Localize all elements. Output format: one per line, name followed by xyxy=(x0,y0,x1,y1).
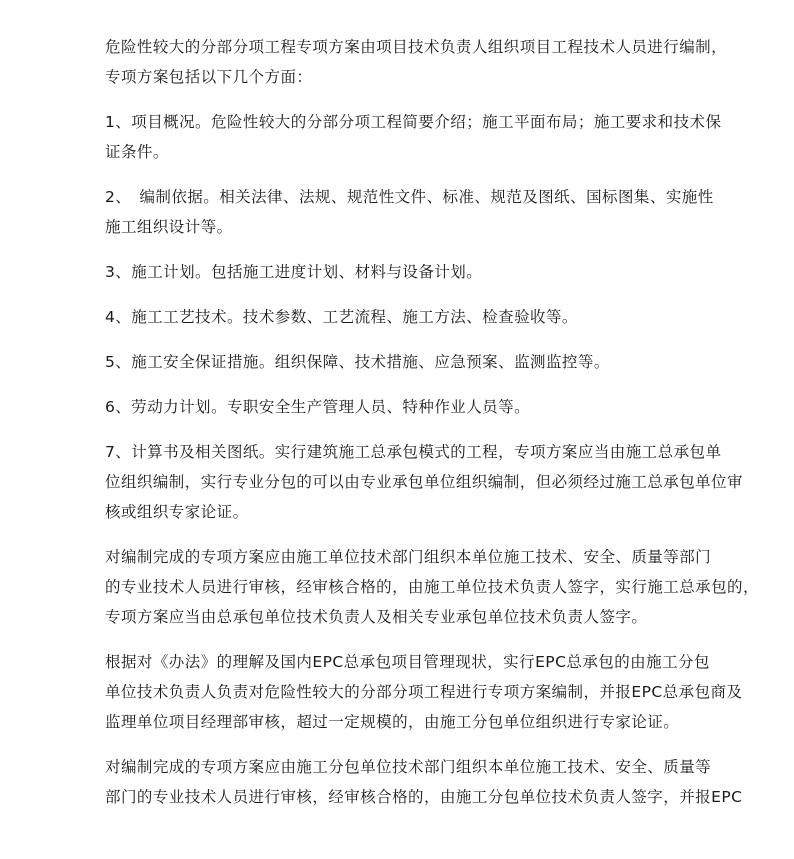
text-line: 对编制完成的专项方案应由施工单位技术部门组织本单位施工技术、安全、质量等部门 xyxy=(105,548,712,566)
paragraph-item-3 xyxy=(74,257,720,287)
text-line: 施工组织设计等。 xyxy=(105,218,233,236)
paragraph-item-4 xyxy=(74,302,720,332)
text-line: 2、 编制依据。相关法律、法规、规范性文件、标准、规范及图纸、国标图集、实施性 xyxy=(105,188,714,206)
text-line: 单位技术负责人负责对危险性较大的分部分项工程进行专项方案编制，并报EPC总承包商及 xyxy=(105,683,743,701)
text-line: 7、计算书及相关图纸。实行建筑施工总承包模式的工程，专项方案应当由施工总承包单 xyxy=(105,443,722,461)
paragraph-item-7 xyxy=(74,437,744,527)
paragraph-item-6 xyxy=(74,392,720,422)
text-line: 4、施工工艺技术。技术参数、工艺流程、施工方法、检查验收等。 xyxy=(105,308,578,326)
paragraph-item-5 xyxy=(74,347,720,377)
text-line: 危险性较大的分部分项工程专项方案由项目技术负责人组织项目工程技术人员进行编制， xyxy=(105,38,728,56)
text-line: 证条件。 xyxy=(105,143,169,161)
text-line: 6、劳动力计划。专职安全生产管理人员、特种作业人员等。 xyxy=(105,398,531,416)
text-line: 5、施工安全保证措施。组织保障、技术措施、应急预案、监测监控等。 xyxy=(105,353,610,371)
text-line: 部门的专业技术人员进行审核，经审核合格的，由施工分包单位技术负责人签字，并报EPC xyxy=(105,788,743,806)
text-line: 3、施工计划。包括施工进度计划、材料与设备计划。 xyxy=(105,263,483,281)
text-line: 1、项目概况。危险性较大的分部分项工程简要介绍；施工平面布局；施工要求和技术保 xyxy=(105,113,722,131)
text-line: 专项方案包括以下几个方面： xyxy=(105,68,313,86)
paragraph-subcontract-review xyxy=(74,752,743,812)
text-line: 核或组织专家论证。 xyxy=(105,503,249,521)
text-line: 监理单位项目经理部审核，超过一定规模的，由施工分包单位组织进行专家论证。 xyxy=(105,713,680,731)
paragraph-intro xyxy=(74,32,728,92)
text-line: 根据对《办法》的理解及国内EPC总承包项目管理现状，实行EPC总承包的由施工分包 xyxy=(105,653,710,671)
paragraph-item-1 xyxy=(74,107,720,167)
text-line: 对编制完成的专项方案应由施工分包单位技术部门组织本单位施工技术、安全、质量等 xyxy=(105,758,712,776)
text-line: 位组织编制，实行专业分包的可以由专业承包单位组织编制，但必须经过施工总承包单位审 xyxy=(105,473,744,491)
paragraph-epc xyxy=(74,647,743,737)
text-line: 专项方案应当由总承包单位技术负责人及相关专业承包单位技术负责人签字。 xyxy=(105,608,648,626)
paragraph-review xyxy=(74,542,759,632)
text-line: 的专业技术人员进行审核，经审核合格的，由施工单位技术负责人签字，实行施工总承包的， xyxy=(105,578,759,596)
paragraph-item-2 xyxy=(74,182,720,242)
